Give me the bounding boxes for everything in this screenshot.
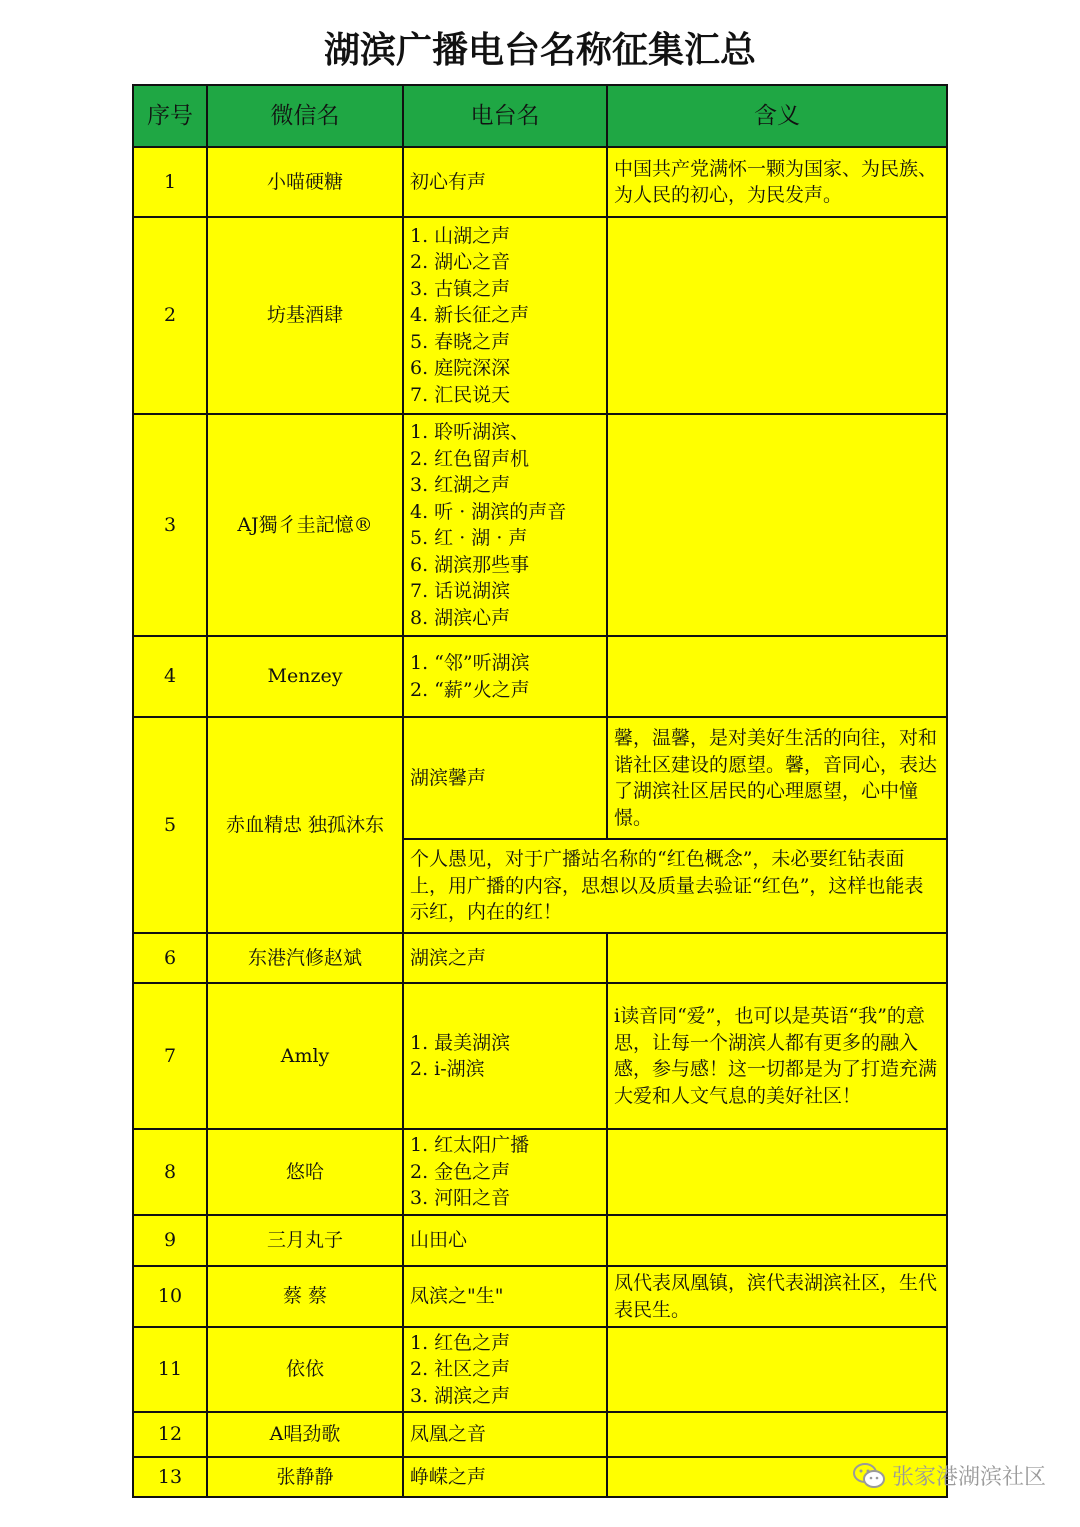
table-row — [133, 933, 947, 983]
station-name-item: 5. 春晓之声 — [410, 330, 511, 353]
table-row — [133, 636, 947, 717]
station-name-table — [132, 84, 948, 1498]
station-name-item: 湖滨馨声 — [410, 766, 487, 789]
station-name-item: 2. 湖心之音 — [410, 251, 511, 274]
row-number: 6 — [133, 933, 207, 983]
station-names — [403, 147, 607, 217]
station-name-item: 8. 湖滨心声 — [410, 606, 511, 629]
station-names — [403, 717, 607, 839]
station-name-item: 6. 湖滨那些事 — [410, 553, 530, 576]
wechat-name: 蔡 蔡 — [207, 1266, 403, 1327]
watermark-text: 张家港湖滨社区 — [891, 1465, 1046, 1490]
table-row — [133, 1129, 947, 1215]
wechat-name: Amly — [207, 983, 403, 1129]
station-name-item: 7. 汇民说天 — [410, 383, 511, 406]
station-names — [403, 217, 607, 414]
table-row — [133, 1215, 947, 1266]
station-name-item: 4. 听 · 湖滨的声音 — [410, 500, 567, 523]
row-number: 8 — [133, 1129, 207, 1215]
row-note: 个人愚见，对于广播站名称的“红色概念”，未必要红钻表面上，用广播的内容，思想以及质量去验证“红色”，这样也能表示红，内在的红！ — [403, 839, 947, 933]
station-names — [403, 414, 607, 636]
station-name-item: 3. 河阳之音 — [410, 1187, 511, 1210]
meaning: 馨，温馨，是对美好生活的向往，对和谐社区建设的愿望。馨，音同心，表达了湖滨社区居民的心理愿望，心中憧憬。 — [607, 717, 947, 839]
station-name-item: 初心有声 — [410, 170, 487, 193]
table-row — [133, 717, 947, 839]
row-number: 12 — [133, 1412, 207, 1457]
station-name-item: 2. 金色之声 — [410, 1160, 511, 1183]
wechat-name: AJ獨彳圭記憶® — [207, 414, 403, 636]
station-name-item: 1. 聆听湖滨、 — [410, 421, 530, 443]
wechat-name: 坊基酒肆 — [207, 217, 403, 414]
table-row — [133, 1457, 947, 1497]
meaning — [607, 1412, 947, 1457]
table-row — [133, 147, 947, 217]
table-row — [133, 1266, 947, 1327]
meaning — [607, 1129, 947, 1215]
row-number: 13 — [133, 1457, 207, 1497]
station-names — [403, 1412, 607, 1457]
station-name-item: 3. 古镇之声 — [410, 277, 511, 300]
wechat-name: 张静静 — [207, 1457, 403, 1497]
wechat-name: Menzey — [207, 636, 403, 717]
row-number: 7 — [133, 983, 207, 1129]
station-name-item: 1. 红色之声 — [410, 1331, 511, 1354]
table-row — [133, 414, 947, 636]
station-name-item: 3. 湖滨之声 — [410, 1384, 511, 1407]
meaning: 中国共产党满怀一颗为国家、为民族、为人民的初心，为民发声。 — [607, 147, 947, 217]
meaning — [607, 1327, 947, 1412]
row-number: 9 — [133, 1215, 207, 1266]
meaning — [607, 217, 947, 414]
station-name-item: 4. 新长征之声 — [410, 304, 530, 327]
station-names — [403, 1215, 607, 1266]
table-row — [133, 1327, 947, 1412]
station-names — [403, 1266, 607, 1327]
row-number: 5 — [133, 717, 207, 933]
station-names — [403, 1327, 607, 1412]
station-name-item: 凤凰之音 — [410, 1423, 487, 1446]
station-names — [403, 636, 607, 717]
station-name-item: 5. 红 · 湖 · 声 — [410, 527, 528, 549]
station-name-item: 2. i-湖滨 — [410, 1058, 485, 1080]
station-names — [403, 933, 607, 983]
station-name-item: 湖滨之声 — [410, 946, 487, 969]
table-row — [133, 983, 947, 1129]
station-name-item: 1. 红太阳广播 — [410, 1134, 530, 1157]
row-number: 3 — [133, 414, 207, 636]
station-name-item: 6. 庭院深深 — [410, 357, 511, 380]
table-row — [133, 1412, 947, 1457]
wechat-name: 三月丸子 — [207, 1215, 403, 1266]
row-number: 2 — [133, 217, 207, 414]
station-name-item: 2. “薪”火之声 — [410, 678, 530, 701]
row-number: 11 — [133, 1327, 207, 1412]
station-name-item: 2. 社区之声 — [410, 1358, 511, 1381]
meaning — [607, 933, 947, 983]
wechat-name: 小喵硬糖 — [207, 147, 403, 217]
header-station: 电台名 — [403, 85, 607, 147]
header-meaning: 含义 — [607, 85, 947, 147]
station-name-item: 山田心 — [410, 1229, 468, 1252]
station-names — [403, 983, 607, 1129]
station-name-item: 7. 话说湖滨 — [410, 580, 511, 602]
station-name-item: 3. 红湖之声 — [410, 474, 511, 496]
meaning — [607, 414, 947, 636]
page-title: 湖滨广播电台名称征集汇总 — [323, 30, 756, 71]
station-names — [403, 1129, 607, 1215]
row-number: 10 — [133, 1266, 207, 1327]
station-name-item: 1. “邻”听湖滨 — [410, 652, 530, 674]
row-number: 1 — [133, 147, 207, 217]
station-name-item: 凤滨之"生" — [410, 1285, 504, 1308]
station-name-item: 1. 山湖之声 — [410, 224, 511, 247]
station-name-item: 1. 最美湖滨 — [410, 1031, 511, 1054]
header-wechat: 微信名 — [207, 85, 403, 147]
meaning — [607, 636, 947, 717]
meaning — [607, 1215, 947, 1266]
station-name-item: 峥嵘之声 — [410, 1465, 487, 1488]
station-name-item: 2. 红色留声机 — [410, 447, 530, 470]
table-header-row — [133, 85, 947, 147]
meaning: i读音同“爱”，也可以是英语“我”的意思，让每一个湖滨人都有更多的融入感，参与感！这一切都是为了打造充满大爱和人文气息的美好社区！ — [607, 983, 947, 1129]
table-row — [133, 217, 947, 414]
wechat-name: A唱劲歌 — [207, 1412, 403, 1457]
meaning: 凤代表凤凰镇，滨代表湖滨社区，生代表民生。 — [607, 1266, 947, 1327]
watermark — [852, 1460, 1046, 1491]
wechat-name: 依依 — [207, 1327, 403, 1412]
wechat-name: 东港汽修赵斌 — [207, 933, 403, 983]
row-number: 4 — [133, 636, 207, 717]
wechat-name: 赤血精忠 独孤沐东 — [207, 717, 403, 933]
wechat-icon — [852, 1462, 886, 1490]
header-no: 序号 — [133, 85, 207, 147]
station-names — [403, 1457, 607, 1497]
wechat-name: 悠哈 — [207, 1129, 403, 1215]
